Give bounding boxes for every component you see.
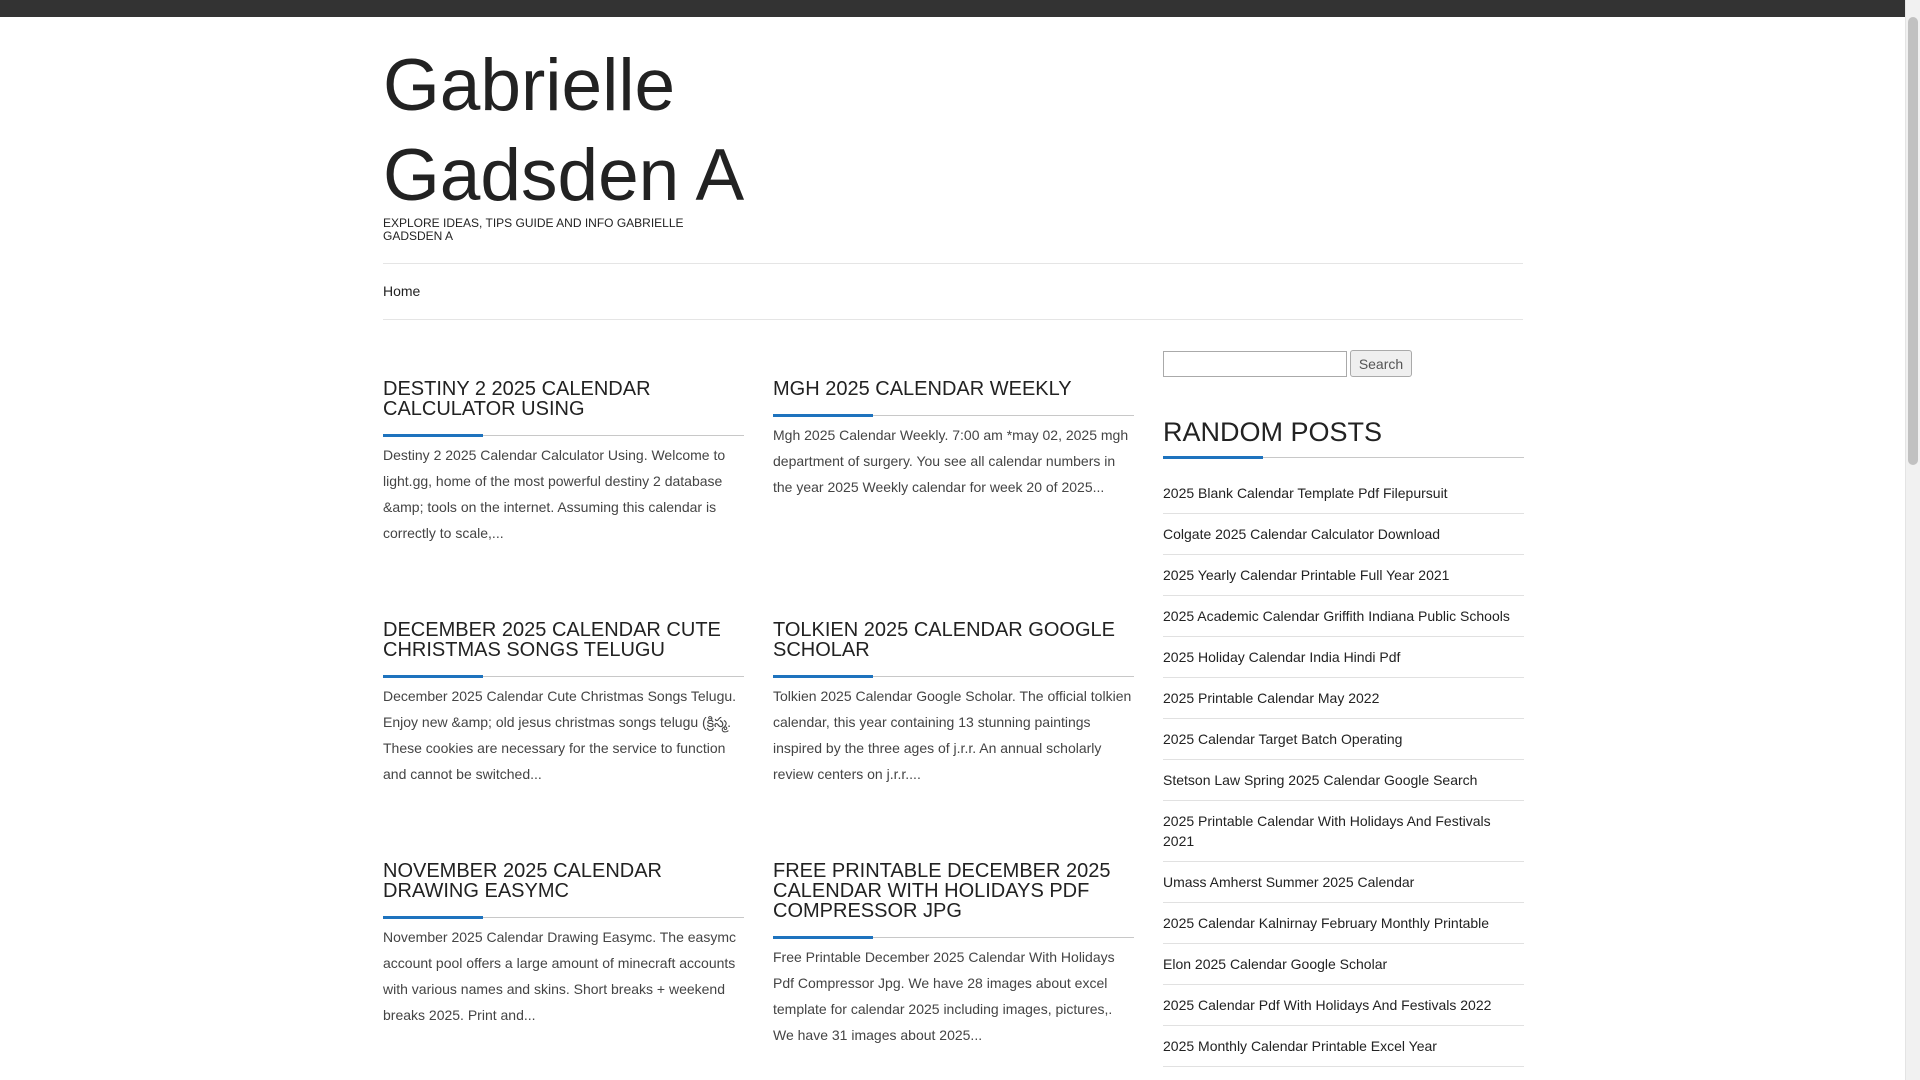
sidebar <box>1163 350 1524 1067</box>
random-post-link[interactable]: 2025 Calendar Kalnirnay February Monthly Printable <box>1163 915 1490 931</box>
random-post-link[interactable]: 2025 Calendar Pdf With Holidays And Festivals 2022 <box>1163 997 1492 1013</box>
list-item <box>1163 903 1524 944</box>
list-item <box>1163 555 1524 596</box>
post-excerpt: Destiny 2 2025 Calendar Calculator Using. Welcome to light.gg, home of the most powerful destiny 2 database &amp; tools on the internet. Assuming this calendar is correctly to scale,... <box>383 447 726 541</box>
random-post-link[interactable]: 2025 Calendar Target Batch Operating <box>1163 731 1403 747</box>
post-excerpt: December 2025 Calendar Cute Christmas Songs Telugu. Enjoy new &amp; old jesus christmas songs telugu (క్రిస్మ. These cookies are necessary for the service to function and cannot be switched... <box>383 688 737 782</box>
random-post-link[interactable]: Stetson Law Spring 2025 Calendar Google Search <box>1163 772 1478 788</box>
site-description: EXPLORE IDEAS, TIPS GUIDE AND INFO GABRIELLE GADSDEN A <box>383 216 684 243</box>
post-title[interactable]: DECEMBER 2025 CALENDAR CUTE CHRISTMAS SONGS TELUGU <box>383 620 744 677</box>
random-post-link[interactable]: 2025 Printable Calendar With Holidays And Festivals 2021 <box>1163 813 1491 849</box>
post-excerpt: Free Printable December 2025 Calendar With Holidays Pdf Compressor Jpg. We have 28 images about excel template for calendar 2025 including images, pictures,. We have 31 images about 2025... <box>773 949 1115 1043</box>
random-post-link[interactable]: Elon 2025 Calendar Google Scholar <box>1163 956 1388 972</box>
search-button[interactable]: Search <box>1350 350 1412 377</box>
post-card <box>773 620 1134 787</box>
random-posts-title: RANDOM POSTS <box>1163 417 1524 458</box>
scrollbar[interactable] <box>1905 0 1920 1080</box>
post-title[interactable]: DESTINY 2 2025 CALENDAR CALCULATOR USING <box>383 379 744 436</box>
random-post-link[interactable]: 2025 Academic Calendar Griffith Indiana Public Schools <box>1163 608 1510 624</box>
random-post-link[interactable]: 2025 Yearly Calendar Printable Full Year 2021 <box>1163 567 1450 583</box>
search-form <box>1163 350 1524 377</box>
list-item <box>1163 985 1524 1026</box>
search-input[interactable] <box>1163 351 1347 377</box>
post-title[interactable]: TOLKIEN 2025 CALENDAR GOOGLE SCHOLAR <box>773 620 1134 677</box>
random-posts-list <box>1163 473 1524 1067</box>
list-item <box>1163 637 1524 678</box>
list-item <box>1163 596 1524 637</box>
random-post-link[interactable]: Colgate 2025 Calendar Calculator Download <box>1163 526 1441 542</box>
main-nav <box>383 263 1523 320</box>
random-post-link[interactable]: 2025 Monthly Calendar Printable Excel Year <box>1163 1038 1437 1054</box>
post-excerpt: Tolkien 2025 Calendar Google Scholar. The official tolkien calendar, this year containing 13 stunning paintings inspired by the three ages of j.r.r. An annual scholarly review centers on j.r.r.... <box>773 688 1132 782</box>
list-item <box>1163 1026 1524 1067</box>
post-excerpt: November 2025 Calendar Drawing Easymc. The easymc account pool offers a large amount of minecraft accounts with various names and skins. Short breaks + weekend breaks 2025. Print and... <box>383 929 737 1023</box>
random-post-link[interactable]: Umass Amherst Summer 2025 Calendar <box>1163 874 1415 890</box>
nav-item-home[interactable]: Home <box>383 283 421 299</box>
top-bar <box>0 0 1905 17</box>
list-item <box>1163 514 1524 555</box>
post-card <box>383 379 744 546</box>
random-post-link[interactable]: 2025 Printable Calendar May 2022 <box>1163 690 1380 706</box>
post-excerpt: Mgh 2025 Calendar Weekly. 7:00 am *may 02, 2025 mgh department of surgery. You see all calendar numbers in the year 2025 Weekly calendar for week 20 of 2025... <box>773 427 1129 495</box>
random-post-link[interactable]: 2025 Holiday Calendar India Hindi Pdf <box>1163 649 1401 665</box>
list-item <box>1163 760 1524 801</box>
list-item <box>1163 944 1524 985</box>
post-card <box>383 861 744 1028</box>
post-card <box>773 861 1134 1048</box>
list-item <box>1163 862 1524 903</box>
list-item <box>1163 719 1524 760</box>
post-card <box>773 379 1134 500</box>
post-title[interactable]: MGH 2025 CALENDAR WEEKLY <box>773 379 1134 416</box>
post-card <box>383 620 744 787</box>
list-item <box>1163 801 1524 862</box>
scrollbar-thumb[interactable] <box>1908 17 1918 465</box>
list-item <box>1163 678 1524 719</box>
post-title[interactable]: FREE PRINTABLE DECEMBER 2025 CALENDAR WITH HOLIDAYS PDF COMPRESSOR JPG <box>773 861 1134 938</box>
site-title[interactable]: Gabrielle Gadsden A <box>383 45 745 216</box>
post-title[interactable]: NOVEMBER 2025 CALENDAR DRAWING EASYMC <box>383 861 744 918</box>
list-item <box>1163 473 1524 514</box>
random-post-link[interactable]: 2025 Blank Calendar Template Pdf Filepursuit <box>1163 485 1448 501</box>
